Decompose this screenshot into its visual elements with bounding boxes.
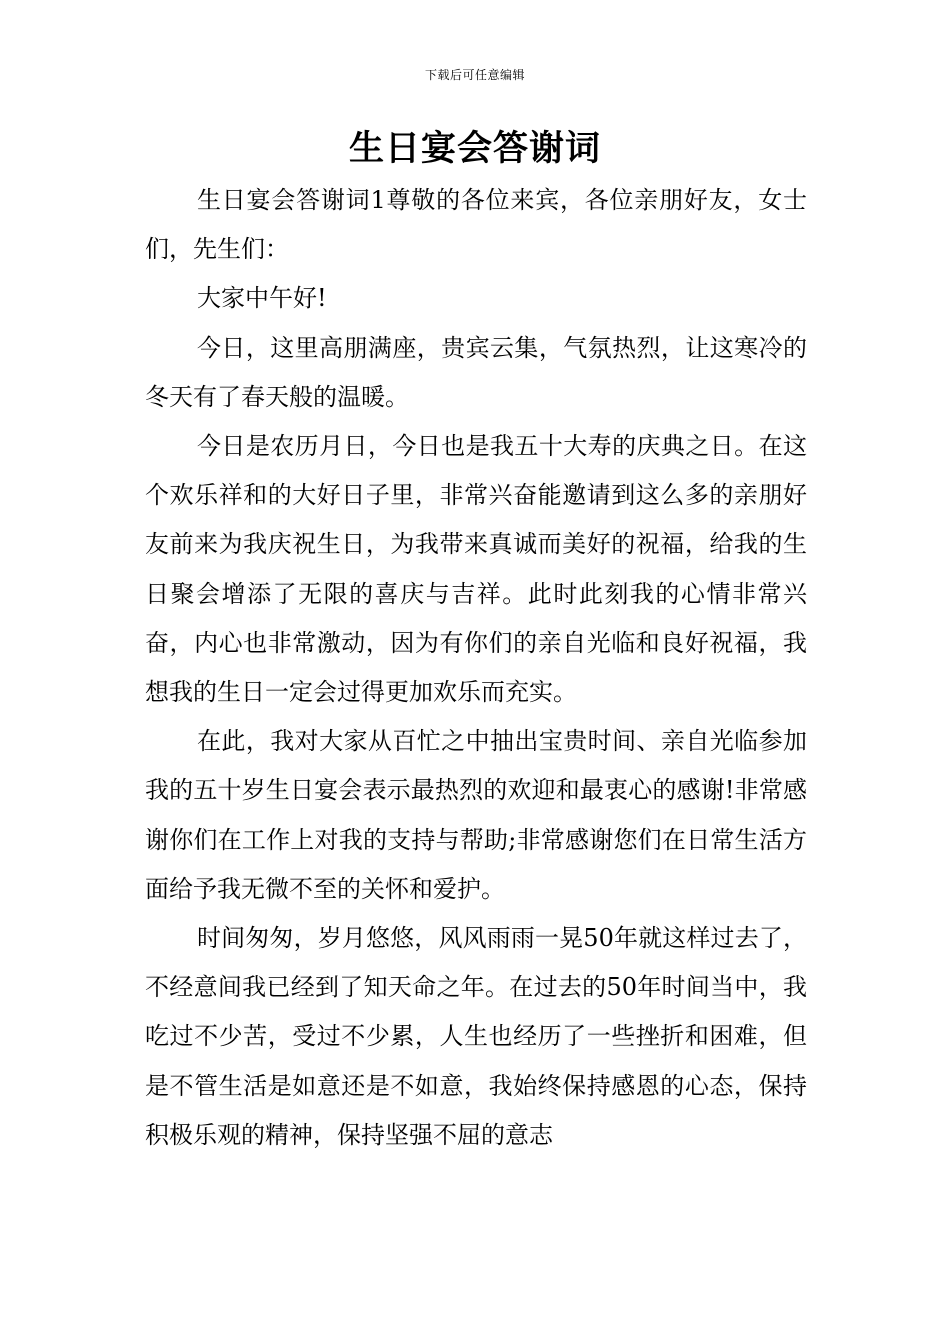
paragraph: 在此，我对大家从百忙之中抽出宝贵时间、亲自光临参加我的五十岁生日宴会表示最热烈的欢迎和最衷心的感谢!非常感谢你们在工作上对我的支持与帮助;非常感谢您们在日常生活方面给予我无微不至的关怀和爱护。	[145, 727, 807, 903]
paragraph: 时间匆匆，岁月悠悠，风风雨雨一晃50年就这样过去了，不经意间我已经到了知天命之年。在过去的50年时间当中，我吃过不少苦，受过不少累，人生也经历了一些挫折和困难，但是不管生活是如意还是不如意，我始终保持感恩的心态，保持积极乐观的精神，保持坚强不屈的意志	[145, 924, 807, 1149]
paragraph: 今日是农历月日，今日也是我五十大寿的庆典之日。在这个欢乐祥和的大好日子里，非常兴奋能邀请到这么多的亲朋好友前来为我庆祝生日，为我带来真诚而美好的祝福，给我的生日聚会增添了无限的喜庆与吉祥。此时此刻我的心情非常兴奋，内心也非常激动，因为有你们的亲自光临和良好祝福，我想我的生日一定会过得更加欢乐而充实。	[145, 432, 807, 707]
document-body	[145, 176, 807, 1160]
paragraph: 生日宴会答谢词1尊敬的各位来宾，各位亲朋好友，女士们，先生们：	[145, 186, 807, 264]
paragraph: 今日，这里高朋满座，贵宾云集，气氛热烈，让这寒冷的冬天有了春天般的温暖。	[145, 333, 807, 411]
header-note: 下载后可任意编辑	[424, 68, 525, 82]
document-title: 生日宴会答谢词	[348, 129, 601, 169]
paragraph: 大家中午好!	[197, 284, 327, 313]
